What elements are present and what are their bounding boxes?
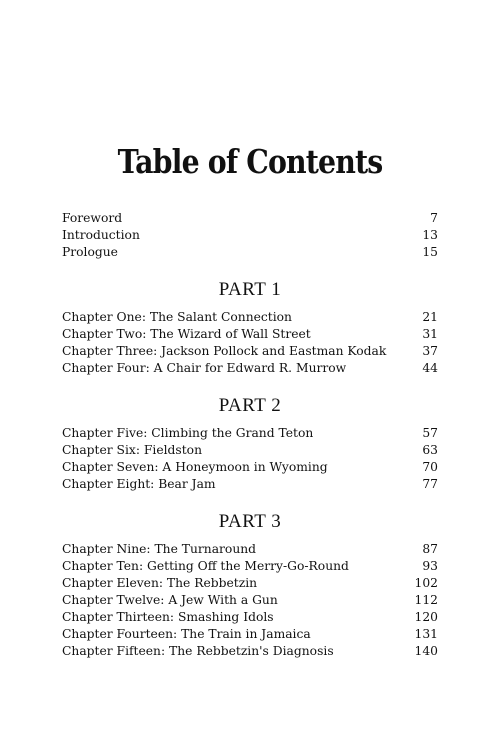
toc-entry-foreword[interactable] (62, 210, 438, 227)
toc-entry-chapter-eleven[interactable] (62, 575, 438, 592)
toc-entry-page: 13 (422, 228, 438, 242)
toc-entry-chapter-two[interactable] (62, 326, 438, 343)
toc-entry-label: Chapter Eleven: The Rebbetzin (62, 576, 258, 590)
toc-entry-label: Chapter Thirteen: Smashing Idols (62, 610, 274, 624)
toc-entry-label: Chapter Ten: Getting Off the Merry-Go-Round (62, 559, 349, 573)
toc-entry-label: Chapter Six: Fieldston (62, 443, 203, 457)
toc-entry-chapter-five[interactable] (62, 425, 438, 442)
toc-entry-chapter-four[interactable] (62, 360, 438, 377)
toc-entry-page: 77 (422, 477, 438, 491)
toc-entry-label: Chapter Eight: Bear Jam (62, 477, 216, 491)
toc-entry-page: 15 (422, 245, 438, 259)
part-1-heading: PART 1 (218, 279, 282, 300)
toc-entry-label: Chapter Three: Jackson Pollock and Eastman Kodak (62, 344, 387, 358)
toc-entry-label: Chapter Five: Climbing the Grand Teton (62, 426, 314, 440)
toc-entry-chapter-fourteen[interactable] (62, 626, 438, 643)
toc-entry-label: Introduction (62, 228, 140, 242)
toc-entry-label: Chapter Seven: A Honeymoon in Wyoming (62, 460, 328, 474)
toc-entry-chapter-three[interactable] (62, 343, 438, 360)
toc-entry-introduction[interactable] (62, 227, 438, 244)
toc-entry-page: 112 (414, 593, 438, 607)
toc-entry-page: 93 (422, 559, 438, 573)
toc-entry-chapter-twelve[interactable] (62, 592, 438, 609)
toc-entry-chapter-six[interactable] (62, 442, 438, 459)
toc-entry-label: Foreword (62, 211, 123, 225)
part-3-heading: PART 3 (218, 511, 282, 532)
toc-entry-chapter-seven[interactable] (62, 459, 438, 476)
toc-entry-label: Chapter One: The Salant Connection (62, 310, 292, 324)
toc-entry-label: Chapter Two: The Wizard of Wall Street (62, 327, 311, 341)
toc-entry-label: Chapter Nine: The Turnaround (62, 542, 257, 556)
toc-entry-page: 31 (422, 327, 438, 341)
toc-entry-page: 21 (422, 310, 438, 324)
toc-entry-chapter-ten[interactable] (62, 558, 438, 575)
toc-entry-label: Prologue (62, 245, 118, 259)
toc-entry-chapter-fifteen[interactable] (62, 643, 438, 660)
toc-entry-page: 57 (422, 426, 438, 440)
page-title: Table of Contents (117, 142, 383, 181)
toc-entry-label: Chapter Four: A Chair for Edward R. Murrow (62, 361, 347, 375)
toc-entry-label: Chapter Fifteen: The Rebbetzin's Diagnosis (62, 644, 334, 658)
toc-entry-page: 131 (414, 627, 438, 641)
toc-entry-label: Chapter Twelve: A Jew With a Gun (62, 593, 278, 607)
toc-entry-prologue[interactable] (62, 244, 438, 261)
toc-entry-page: 140 (414, 644, 438, 658)
toc-list (62, 210, 438, 660)
toc-entry-chapter-thirteen[interactable] (62, 609, 438, 626)
toc-entry-page: 7 (430, 211, 438, 225)
toc-entry-page: 63 (422, 443, 438, 457)
toc-entry-chapter-eight[interactable] (62, 476, 438, 493)
toc-entry-chapter-nine[interactable] (62, 541, 438, 558)
toc-entry-page: 87 (422, 542, 438, 556)
toc-entry-page: 37 (422, 344, 438, 358)
toc-entry-label: Chapter Fourteen: The Train in Jamaica (62, 627, 311, 641)
toc-entry-chapter-one[interactable] (62, 309, 438, 326)
part-2-heading: PART 2 (218, 395, 282, 416)
toc-entry-page: 70 (422, 460, 438, 474)
toc-entry-page: 44 (422, 361, 438, 375)
toc-entry-page: 120 (414, 610, 438, 624)
toc-entry-page: 102 (414, 576, 438, 590)
